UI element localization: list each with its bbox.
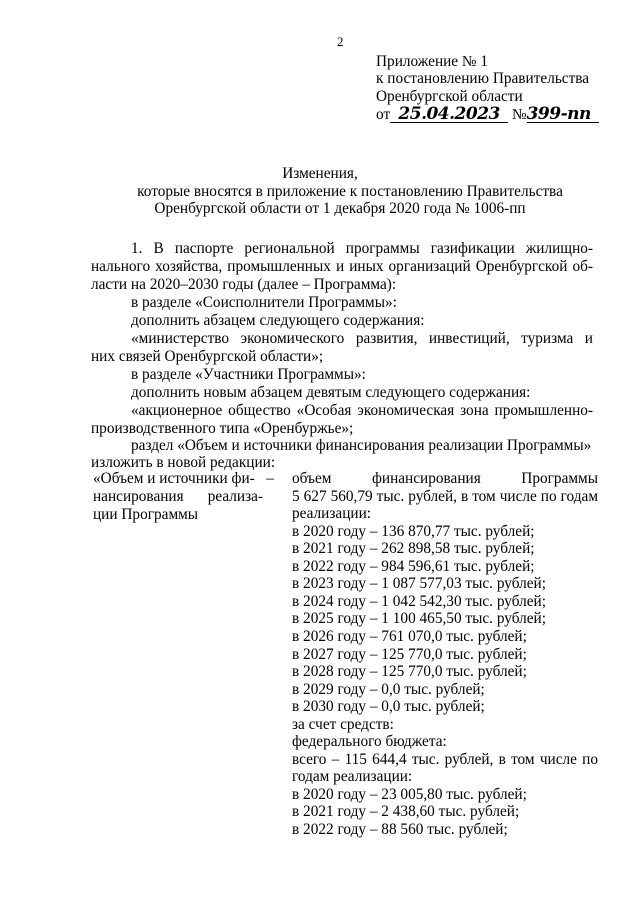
table-right-line: в 2022 году – 88 560 тыс. рублей; [292, 821, 508, 838]
table-right-line: федерального бюджета: [292, 733, 447, 751]
body-paragraph-4-line-1: «министерство экономического развития, инвестиций, туризма и [131, 330, 593, 347]
table-right-line: в 2022 году – 984 596,61 тыс. рублей; [292, 557, 535, 575]
table-right-line: объем финансирования Программы [292, 470, 598, 487]
body-paragraph-8-line-2: изложить в новой редакции: [91, 454, 276, 471]
body-paragraph-4-line-2: них связей Оренбургской области»; [91, 348, 324, 365]
body-paragraph-3: дополнить абзацем следующего содержания: [131, 312, 425, 329]
handwritten-date: 25.04.2023 [398, 104, 500, 124]
body-paragraph-8-line-1: раздел «Объем и источники финансирования реализации Программы» [131, 437, 592, 454]
table-right-line: в 2020 году – 23 005,80 тыс. рублей; [292, 785, 527, 803]
table-right-line: в 2021 году – 2 438,60 тыс. рублей; [292, 803, 520, 821]
table-left-line-2: нансирования реализа- [93, 488, 263, 505]
appendix-line-2: к постановлению Правительства [376, 70, 590, 87]
table-right-line: за счет средств: [292, 715, 394, 733]
page-number: 2 [337, 34, 344, 49]
body-paragraph-1-line-2: нального хозяйства, промышленных и иных организаций Оренбургской об- [91, 258, 593, 275]
body-paragraph-1-line-3: ласти на 2020–2030 годы (далее – Программа): [91, 276, 397, 293]
table-right-line: в 2023 году – 1 087 577,03 тыс. рублей; [292, 575, 546, 593]
table-right-line: в 2029 году – 0,0 тыс. рублей; [292, 680, 485, 698]
body-paragraph-7-line-2: производственного типа «Оренбуржье»; [91, 420, 354, 437]
table-right-line: в 2025 году – 1 100 465,50 тыс. рублей; [292, 610, 546, 628]
body-paragraph-7-line-1: «акционерное общество «Особая экономическая зона промышленно- [131, 402, 593, 419]
table-right-line: в 2030 году – 0,0 тыс. рублей; [292, 698, 485, 716]
appendix-ot-prefix: от [376, 106, 391, 123]
appendix-line-1: Приложение № 1 [376, 53, 488, 70]
appendix-line-3: Оренбургской области [376, 88, 523, 105]
handwritten-number: 399-пп [526, 104, 591, 124]
table-left-line-1: «Объем и источники фи- – [93, 470, 274, 487]
body-paragraph-1-line-1: 1. В паспорте региональной программы газификации жилищно- [131, 240, 593, 257]
appendix-number-sign: № [511, 106, 527, 123]
table-right-line: всего – 115 644,4 тыс. рублей, в том числе по [292, 750, 598, 768]
table-right-line: в 2021 году – 262 898,58 тыс. рублей; [292, 540, 535, 558]
table-right-line: в 2026 году – 761 070,0 тыс. рублей; [292, 627, 527, 645]
body-paragraph-6: дополнить новым абзацем девятым следующего содержания: [131, 384, 531, 401]
body-paragraph-2: в разделе «Соисполнители Программы»: [131, 294, 397, 311]
title-line-3: Оренбургской области от 1 декабря 2020 года № 1006-пп [154, 200, 526, 217]
title-line-1: Изменения, [282, 165, 358, 182]
table-right-line: в 2024 году – 1 042 542,30 тыс. рублей; [292, 592, 546, 610]
table-right-line: годам реализации: [292, 768, 413, 786]
table-right-line: 5 627 560,79 тыс. рублей, в том числе по годам [292, 487, 598, 505]
title-line-2: которые вносятся в приложение к постановлению Правительства [137, 183, 563, 200]
table-right-line: в 2027 году – 125 770,0 тыс. рублей; [292, 645, 527, 663]
table-left-line-3: ции Программы [93, 506, 199, 523]
table-right-line: реализации: [292, 505, 372, 523]
table-right-line: в 2020 году – 136 870,77 тыс. рублей; [292, 522, 535, 540]
table-right-line: в 2028 году – 125 770,0 тыс. рублей; [292, 663, 527, 681]
appendix-date-line [376, 106, 599, 124]
body-paragraph-5: в разделе «Участники Программы»: [131, 366, 366, 383]
